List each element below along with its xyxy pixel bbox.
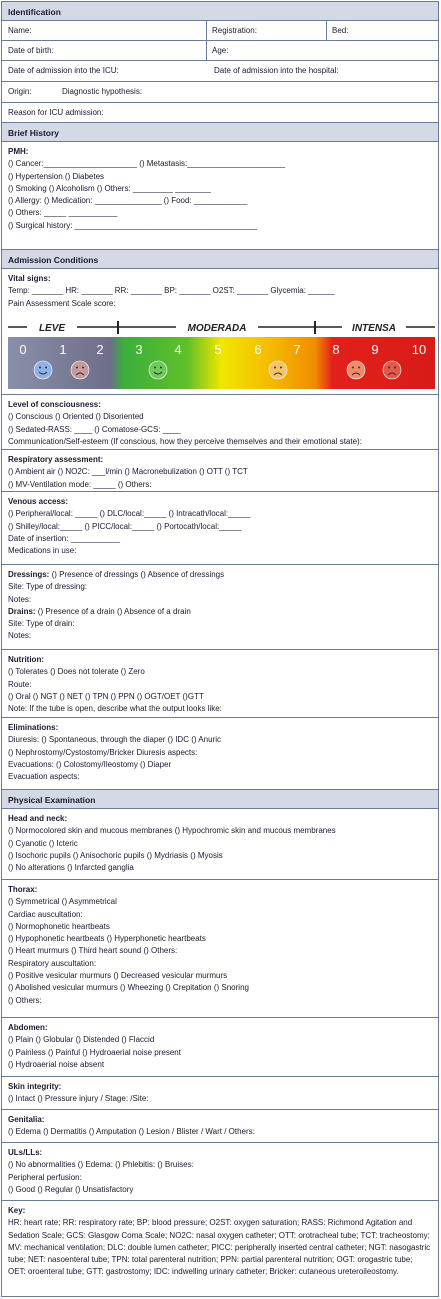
abdomen-label: Abdomen: [8, 1023, 48, 1032]
thorax-line[interactable]: () Abolished vesicular murmurs () Wheezing () Crepitation () Snoring [8, 983, 249, 993]
pmh-line[interactable]: () Cancer:_____________________ () Metastasis:______________________ [8, 159, 286, 169]
id-row-name [2, 21, 438, 41]
pain-number-3[interactable]: 3 [135, 342, 143, 357]
hospital-admission-field[interactable]: Date of admission into the hospital: [214, 66, 339, 75]
consciousness-section [2, 395, 438, 450]
head-neck-line[interactable]: () No alterations () Infarcted ganglia [8, 863, 134, 873]
thorax-section [2, 880, 438, 1018]
pain-number-7[interactable]: 7 [293, 342, 301, 357]
vital-signs-label: Vital signs: [8, 274, 51, 283]
pain-number-10[interactable]: 10 [411, 342, 427, 357]
id-row-origin [2, 82, 438, 103]
reason-field[interactable]: Reason for ICU admission: [8, 108, 104, 117]
drains-line[interactable]: Drains: () Presence of a drain () Absence of a drain [8, 606, 191, 616]
thorax-line[interactable]: Respiratory auscultation: [8, 958, 97, 968]
eliminations-section [2, 718, 438, 790]
pain-number-5[interactable]: 5 [214, 342, 222, 357]
eliminations-line[interactable]: Diuresis: () Spontaneous, through the diaper () IDC () Anuric [8, 735, 221, 745]
pain-number-9[interactable]: 9 [371, 342, 379, 357]
thorax-line[interactable]: () Others: [8, 995, 42, 1005]
diagnostic-field[interactable]: Diagnostic hypothesis: [62, 87, 143, 96]
respiratory-section [2, 450, 438, 492]
consciousness-line[interactable]: () Conscious () Oriented () Disoriented [8, 412, 144, 422]
pmh-line[interactable]: () Surgical history: _________________________________________ [8, 220, 258, 230]
pmh-label: PMH: [8, 147, 29, 156]
key-section [2, 1201, 438, 1298]
limbs-section [2, 1143, 438, 1201]
drains-line[interactable]: Site: Type of drain: [8, 619, 75, 629]
brief-history-header: Brief History [2, 123, 438, 142]
pain-category-intensa: INTENSA [352, 323, 396, 334]
drains-text[interactable]: () Presence of a drain () Absence of a drain [37, 606, 191, 616]
dob-field[interactable]: Date of birth: [8, 46, 54, 55]
pain-face-icon [71, 361, 89, 379]
venous-line[interactable]: () Peripheral/local: _____ () DLC/local:_____ () Intracath/local:_____ [8, 509, 251, 519]
eliminations-label: Eliminations: [8, 723, 59, 732]
origin-field[interactable]: Origin: [8, 87, 32, 96]
identification-header: Identification [2, 2, 438, 21]
key-text: HR: heart rate; RR: respiratory rate; BP: blood pressure; O2ST: oxygen saturation; RASS: Richmond Agitation and Sedation Scale; GCS: Glasgow Coma Scale; NO2C: nasal oxygen catheter; OTT: orotracheal tube; TCT: tracheostomy; MV: mechanical ventilation; DLC: double lumen catheter; PICC: peripherally inserted central catheter; NGT: nasogastric tube; NET: nasoenteral tube; TPN: total parenteral nutrition; PPN: partial parenteral nutrition; OGT: orogastric tube; OET: oroenteral tube; GTT: gastrostomy; IDC: indwelling urinary catheter; Bricker: cutaneous ureteroileostomy. [8, 1218, 431, 1277]
consciousness-line[interactable]: Communication/Self-esteem (If conscious, how they perceive themselves and their emotional state): [8, 436, 362, 446]
pain-face-icon [383, 361, 401, 379]
pain-number-6[interactable]: 6 [254, 342, 262, 357]
pain-score-label[interactable]: Pain Assessment Scale score: [8, 298, 116, 308]
abdomen-line[interactable]: () Plain () Globular () Distended () Flaccid [8, 1035, 155, 1045]
pain-face-icon [269, 361, 287, 379]
nutrition-line[interactable]: Note: If the tube is open, describe what the output looks like: [8, 704, 222, 714]
skin-label: Skin integrity: [8, 1082, 62, 1091]
brief-history-section [2, 142, 438, 250]
name-field[interactable]: Name: [8, 26, 32, 35]
pmh-line[interactable]: () Smoking () Alcoholism () Others: _________ ________ [8, 183, 211, 193]
pain-face-icon [34, 361, 52, 379]
venous-access-section [2, 492, 438, 565]
genitalia-section [2, 1110, 438, 1143]
pmh-line[interactable]: () Others: _____ ___________ [8, 208, 118, 218]
head-neck-line[interactable]: () Cyanotic () Icteric [8, 838, 78, 848]
thorax-line[interactable]: Cardiac auscultation: [8, 909, 83, 919]
eliminations-line[interactable]: () Nephrostomy/Cystostomy/Bricker Diuresis aspects: [8, 747, 198, 757]
dressings-section [2, 565, 438, 650]
pain-face-icon [149, 361, 167, 379]
pain-assessment-scale [8, 319, 435, 389]
registration-field[interactable]: Registration: [212, 26, 257, 35]
abdomen-section [2, 1018, 438, 1077]
limbs-label: ULs/LLs: [8, 1148, 43, 1157]
pain-face-icon [347, 361, 365, 379]
nutrition-label: Nutrition: [8, 655, 44, 664]
eliminations-line[interactable]: Evacuation aspects: [8, 772, 80, 782]
respiratory-line[interactable]: () MV-Ventilation mode: _____ () Others: [8, 479, 152, 489]
thorax-line[interactable]: () Symmetrical () Asymmetrical [8, 897, 117, 907]
genitalia-line[interactable]: () Edema () Dermatitis () Amputation () Lesion / Blister / Wart / Others: [8, 1127, 255, 1137]
thorax-line[interactable]: () Hypophonetic heartbeats () Hyperphonetic heartbeats [8, 934, 206, 944]
pain-number-2[interactable]: 2 [96, 342, 104, 357]
pain-category-moderada: MODERADA [187, 323, 247, 334]
limbs-line[interactable]: () Good () Regular () Unsatisfactory [8, 1184, 134, 1194]
pmh-line[interactable]: () Hypertension () Diabetes [8, 171, 105, 181]
pain-number-0[interactable]: 0 [19, 342, 27, 357]
key-label: Key: [8, 1206, 26, 1215]
head-neck-line[interactable]: () Normocolored skin and mucous membranes () Hypochromic skin and mucous membranes [8, 826, 336, 836]
icu-assessment-form [1, 1, 439, 1297]
venous-line[interactable]: Date of insertion: ___________ [8, 533, 120, 543]
id-row-dob [2, 41, 438, 61]
dressings-line[interactable]: Notes: [8, 594, 32, 604]
age-field[interactable]: Age: [212, 46, 229, 55]
pain-number-1[interactable]: 1 [59, 342, 67, 357]
abdomen-line[interactable]: () Hydroaerial noise absent [8, 1059, 105, 1069]
nutrition-line[interactable]: () Tolerates () Does not tolerate () Zero [8, 667, 145, 677]
physical-exam-header: Physical Examination [2, 790, 438, 809]
consciousness-label: Level of consciousness: [8, 400, 101, 409]
respiratory-line[interactable]: () Ambient air () NO2C: ___l/min () Macronebulization () OTT () TCT [8, 467, 248, 477]
skin-line[interactable]: () Intact () Pressure injury / Stage: /Site: [8, 1094, 149, 1104]
thorax-line[interactable]: () Normophonetic heartbeats [8, 921, 110, 931]
pain-number-4[interactable]: 4 [174, 342, 182, 357]
venous-line[interactable]: () Shilley/local:_____ () PICC/local:_____ () Portocath/local:_____ [8, 521, 242, 531]
venous-label: Venous access: [8, 497, 69, 506]
consciousness-line[interactable]: () Sedated-RASS: ____ () Comatose-GCS: ____ [8, 424, 181, 434]
dressings-text[interactable]: () Presence of dressings () Absence of dressings [51, 570, 225, 579]
nutrition-line[interactable]: () Oral () NGT () NET () TPN () PPN () OGT/OET ()GTT [8, 691, 204, 701]
dressings-line[interactable]: Site: Type of dressing: [8, 582, 88, 592]
admission-header: Admission Conditions [2, 250, 438, 269]
id-row-reason [2, 103, 438, 123]
pain-number-8[interactable]: 8 [332, 342, 340, 357]
eliminations-line[interactable]: Evacuations: () Colostomy/Ileostomy () Diaper [8, 759, 172, 769]
head-neck-line[interactable]: () Isochoric pupils () Anisochoric pupils () Mydriasis () Myosis [8, 850, 223, 860]
genitalia-label: Genitalia: [8, 1115, 45, 1124]
thorax-line[interactable]: () Heart murmurs () Third heart sound () Others: [8, 946, 178, 956]
drains-line[interactable]: Notes: [8, 631, 32, 641]
thorax-label: Thorax: [8, 885, 38, 894]
dressings-line[interactable]: Dressings: () Presence of dressings () Absence of dressings [8, 570, 225, 579]
head-neck-section [2, 809, 438, 880]
skin-integrity-section [2, 1077, 438, 1110]
vital-signs-line[interactable]: Temp: _______ HR: _______ RR: _______ BP: _______ O2ST: _______ Glycemia: ______ [8, 286, 335, 296]
pmh-line[interactable]: () Allergy: () Medication: _______________ () Food: ____________ [8, 196, 248, 206]
icu-admission-field[interactable]: Date of admission into the ICU: [8, 66, 119, 75]
pain-category-leve: LEVE [38, 323, 66, 334]
venous-line[interactable]: Medications in use: [8, 546, 77, 556]
bed-field[interactable]: Bed: [332, 26, 349, 35]
limbs-line[interactable]: () No abnormalities () Edema: () Phlebitis: () Bruises: [8, 1160, 194, 1170]
id-row-admission [2, 61, 438, 82]
head-neck-label: Head and neck: [8, 814, 68, 823]
limbs-line[interactable]: Peripheral perfusion: [8, 1172, 82, 1182]
thorax-line[interactable]: () Positive vesicular murmurs () Decreased vesicular murmurs [8, 971, 228, 981]
nutrition-section [2, 650, 438, 718]
nutrition-line[interactable]: Route: [8, 679, 32, 689]
abdomen-line[interactable]: () Painless () Painful () Hydroaerial noise present [8, 1047, 181, 1057]
respiratory-label: Respiratory assessment: [8, 455, 104, 464]
